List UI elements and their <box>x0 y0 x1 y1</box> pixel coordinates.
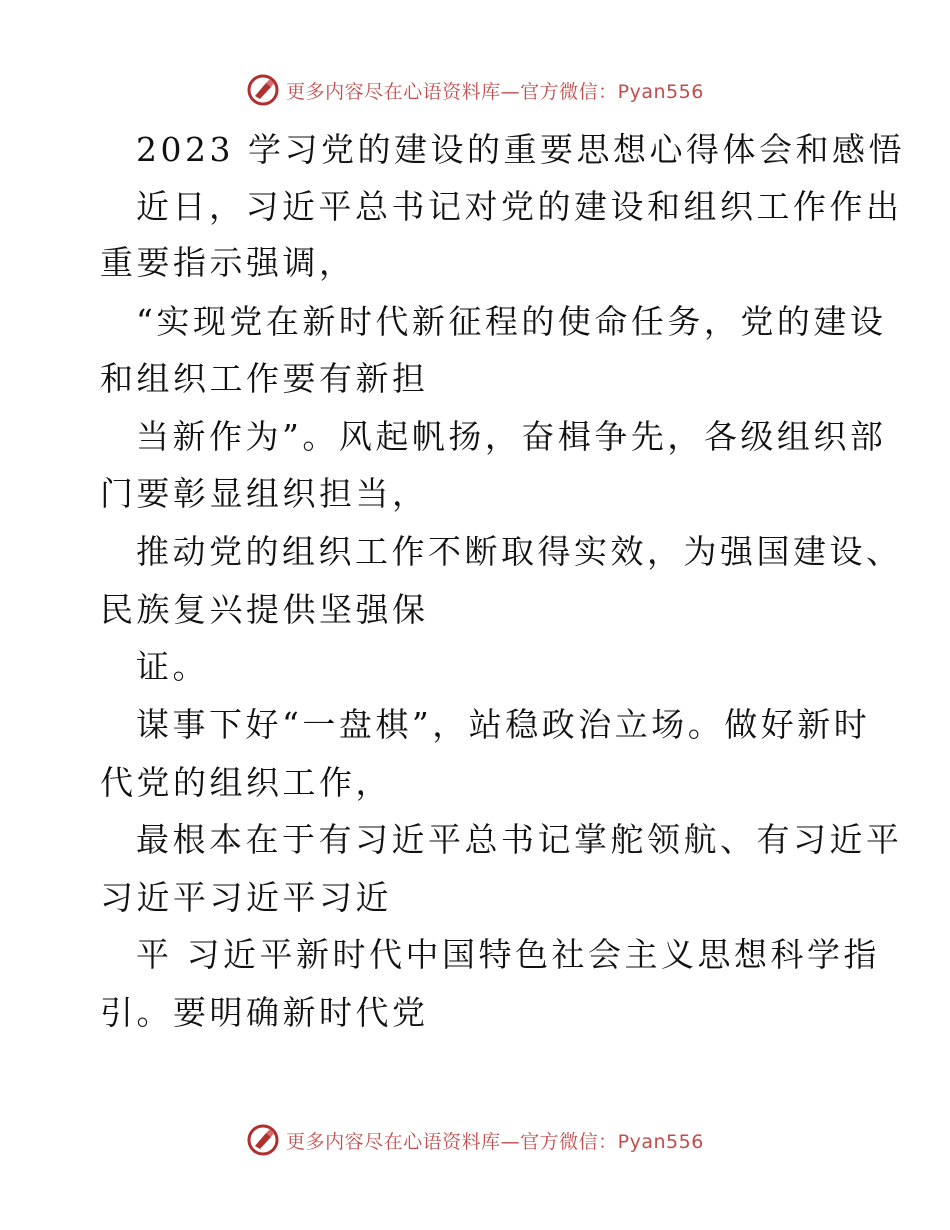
paragraph-line: 证。 <box>136 647 209 686</box>
paragraph-line: 最根本在于有习近平总书记掌舵领航、有习近平 <box>136 820 903 859</box>
logo-icon <box>246 1123 280 1157</box>
paragraph-line: 门要彰显组织担当， <box>100 474 429 513</box>
footer-watermark <box>0 1120 950 1160</box>
logo-icon <box>246 73 280 107</box>
paragraph-line: 重要指示强调， <box>100 243 356 282</box>
paragraph-line: 推动党的组织工作不断取得实效，为强国建设、 <box>136 532 903 571</box>
paragraph-line: 平 习近平新时代中国特色社会主义思想科学指 <box>136 935 880 974</box>
paragraph-line: 习近平习近平习近 <box>100 878 392 917</box>
paragraph-line: 谋事下好“一盘棋”，站稳政治立场。做好新时 <box>136 705 871 744</box>
header-watermark-text: 更多内容尽在心语资料库—官方微信：Pyan556 <box>286 80 704 103</box>
header-watermark <box>0 70 950 110</box>
document-title: 2023 学习党的建设的重要思想心得体会和感悟 <box>136 130 905 169</box>
paragraph-line: 和组织工作要有新担 <box>100 359 429 398</box>
paragraph-line: 代党的组织工作， <box>100 763 392 802</box>
footer-watermark-text: 更多内容尽在心语资料库—官方微信：Pyan556 <box>286 1130 704 1153</box>
paragraph-line: 民族复兴提供坚强保 <box>100 590 429 629</box>
paragraph-line: 当新作为”。风起帆扬，奋楫争先，各级组织部 <box>136 417 887 456</box>
paragraph-line: 近日，习近平总书记对党的建设和组织工作作出 <box>136 187 903 226</box>
paragraph-line: “实现党在新时代新征程的使命任务，党的建设 <box>136 302 887 341</box>
paragraph-line: 引。要明确新时代党 <box>100 993 429 1032</box>
